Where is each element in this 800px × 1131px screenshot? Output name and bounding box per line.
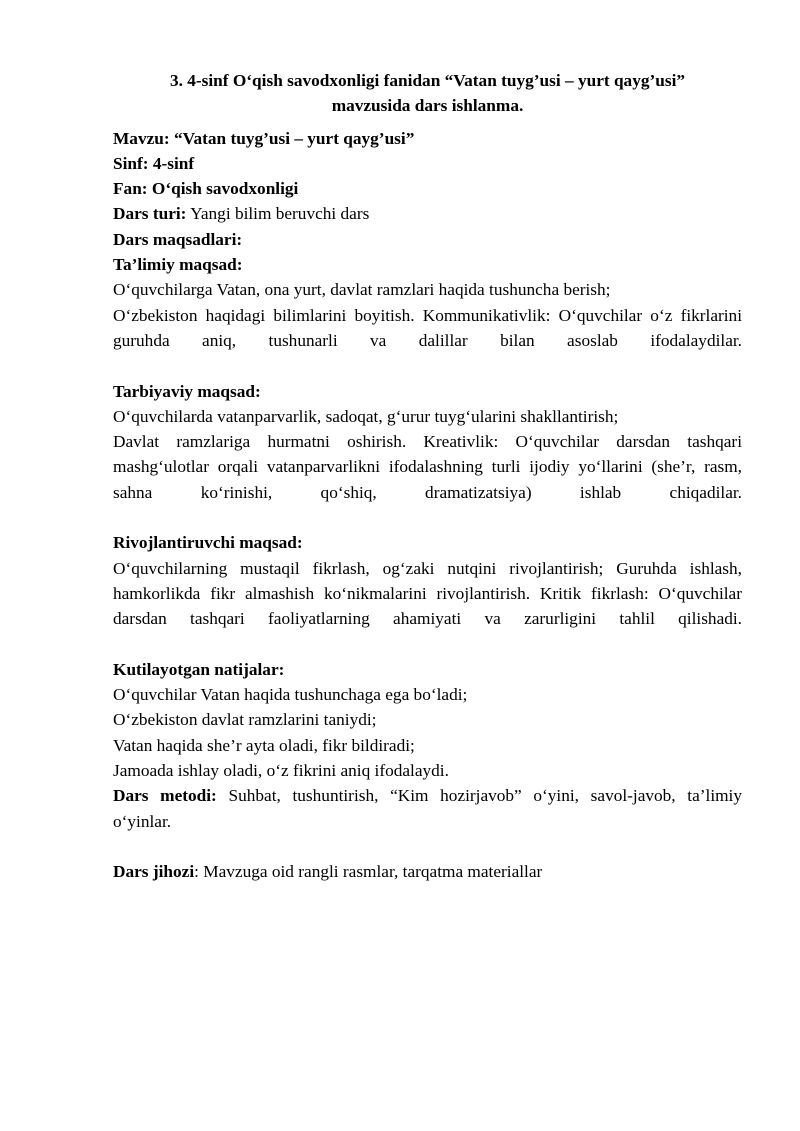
field-dars-jihozi-label: Dars jihozi bbox=[113, 862, 195, 882]
heading-kutilayotgan-natijalar-text: Kutilayotgan natijalar: bbox=[113, 659, 285, 679]
field-mavzu-label: Mavzu: bbox=[113, 128, 170, 148]
heading-talimiy-maqsad-text: Ta’limiy maqsad: bbox=[113, 255, 243, 275]
field-dars-metodi-label: Dars metodi: bbox=[113, 786, 217, 806]
document-title-line-2: mavzusida dars ishlanma. bbox=[331, 96, 524, 116]
field-dars-metodi bbox=[113, 783, 742, 859]
kutilayotgan-item: Vatan haqida she’r ayta oladi, fikr bildiradi; bbox=[113, 735, 415, 755]
heading-rivojlantiruvchi-maqsad-text: Rivojlantiruvchi maqsad: bbox=[113, 533, 303, 553]
field-fan-value: O‘qish savodxonligi bbox=[147, 179, 299, 199]
field-fan bbox=[113, 176, 742, 201]
document-title bbox=[113, 68, 742, 119]
kutilayotgan-item: O‘zbekiston davlat ramzlarini taniydi; bbox=[113, 710, 377, 730]
rivojlantiruvchi-paragraph: O‘quvchilarning mustaqil fikrlash, og‘zaki nutqini rivojlantirish; Guruhda ishlash, hamkorlikda fikr almashish ko‘nikmalarini rivojlantirish. Kritik fikrlash: O‘quvchilar darsdan tashqari faoliyatlarning ahamiyati va zarurligini tahlil qilishadi. bbox=[113, 558, 742, 629]
field-fan-label: Fan: bbox=[113, 179, 148, 199]
field-mavzu-value: “Vatan tuyg’usi – yurt qayg’usi” bbox=[169, 128, 415, 148]
field-dars-turi-label: Dars turi: bbox=[113, 204, 187, 224]
heading-rivojlantiruvchi-maqsad bbox=[113, 530, 742, 555]
field-dars-turi bbox=[113, 201, 742, 226]
heading-kutilayotgan-natijalar bbox=[113, 657, 742, 682]
heading-tarbiyaviy-maqsad bbox=[113, 379, 742, 404]
kutilayotgan-item: Jamoada ishlay oladi, o‘z fikrini aniq ifodalaydi. bbox=[113, 761, 449, 781]
heading-tarbiyaviy-maqsad-text: Tarbiyaviy maqsad: bbox=[113, 381, 261, 401]
title-spacer bbox=[113, 119, 742, 126]
field-dars-metodi-value: Suhbat, tushuntirish, “Kim hozirjavob” o‘yini, savol-javob, ta’limiy o‘yinlar. bbox=[113, 786, 742, 831]
talimiy-paragraph: O‘zbekiston haqidagi bilimlarini boyitish. Kommunikativlik: O‘quvchilar o‘z fikrlarini guruhda aniq, tushunarli va dalillar bilan asoslab ifodalaydilar. bbox=[113, 305, 742, 350]
field-dars-maqsadlari-label: Dars maqsadlari: bbox=[113, 229, 243, 249]
field-mavzu bbox=[113, 126, 742, 151]
talimiy-line-1: O‘quvchilarga Vatan, ona yurt, davlat ramzlari haqida tushuncha berish; bbox=[113, 280, 611, 300]
field-sinf bbox=[113, 151, 742, 176]
field-sinf-label: Sinf: bbox=[113, 153, 149, 173]
tarbiyaviy-paragraph: Davlat ramzlariga hurmatni oshirish. Kreativlik: O‘quvchilar darsdan tashqari mashg‘ulotlar orqali vatanparvarlikni ifodalashning turli ijodiy yo‘llarini (she’r, rasm, sahna ko‘rinishi, qo‘shiq, dramatizatsiya) ishlab chiqadilar. bbox=[113, 432, 742, 502]
document-body bbox=[113, 68, 742, 885]
field-dars-maqsadlari bbox=[113, 227, 742, 252]
heading-talimiy-maqsad bbox=[113, 252, 742, 277]
tarbiyaviy-line-1: O‘quvchilarda vatanparvarlik, sadoqat, g‘urur tuyg‘ularini shakllantirish; bbox=[113, 406, 619, 426]
field-dars-jihozi-value: : Mavzuga oid rangli rasmlar, tarqatma materiallar bbox=[194, 862, 543, 882]
field-sinf-value: 4-sinf bbox=[148, 153, 195, 173]
document-title-line-1: 3. 4-sinf O‘qish savodxonligi fanidan “Vatan tuyg’usi – yurt qayg’usi” bbox=[169, 71, 686, 90]
kutilayotgan-item: O‘quvchilar Vatan haqida tushunchaga ega bo‘ladi; bbox=[113, 685, 468, 705]
field-dars-turi-value: Yangi bilim beruvchi dars bbox=[186, 204, 370, 224]
field-dars-jihozi bbox=[113, 859, 742, 884]
